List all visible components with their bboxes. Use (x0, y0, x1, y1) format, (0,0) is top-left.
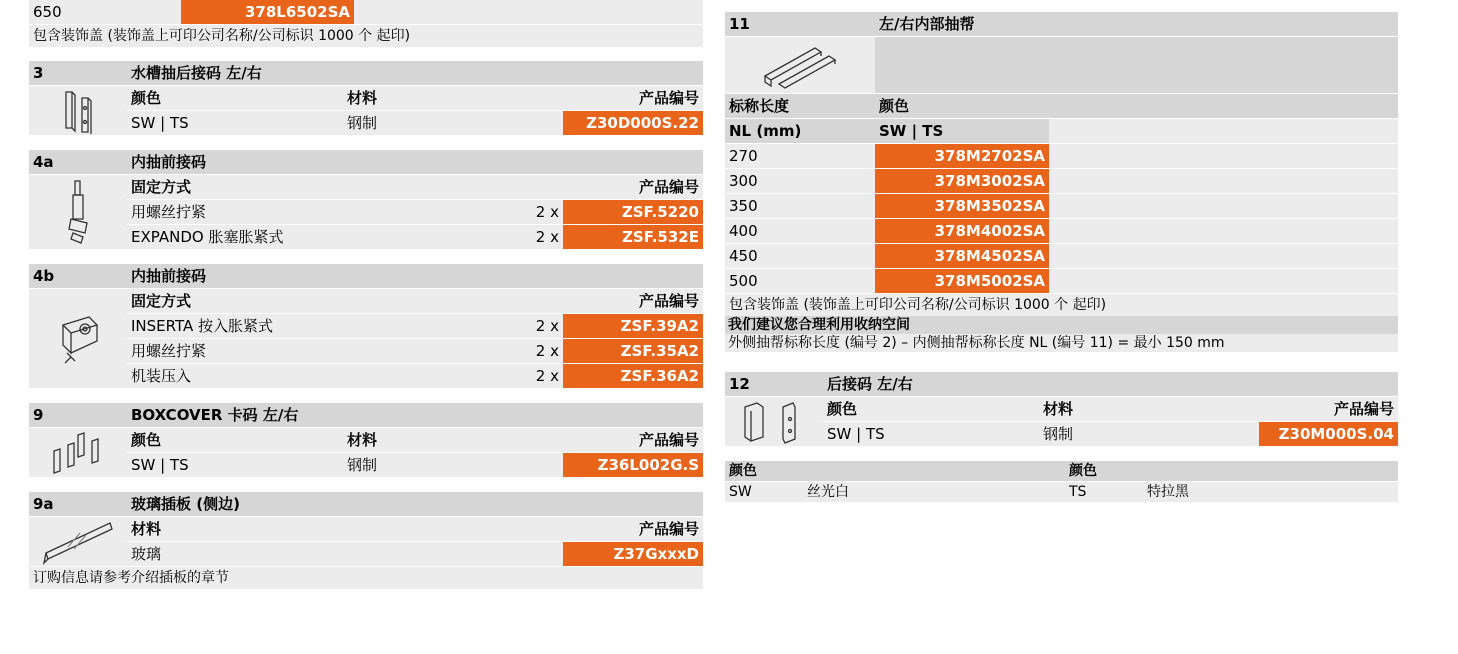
glass-panel-icon (40, 519, 116, 565)
product-code-link[interactable]: 378M3502SA (875, 194, 1049, 219)
quantity: 2 x (473, 339, 563, 364)
inner-side-image (725, 37, 875, 94)
section-4a (29, 150, 703, 250)
header-code: 产品编号 (563, 175, 703, 200)
inserta-bracket-icon (53, 311, 103, 367)
section-number: 3 (29, 61, 127, 86)
top-row-table (29, 0, 703, 25)
color-name: 特拉黑 (1143, 482, 1398, 503)
length-cell: 350 (725, 194, 875, 219)
section-4b (29, 264, 703, 389)
table-row (725, 244, 1398, 269)
quantity: 2 x (473, 200, 563, 225)
length-cell: 300 (725, 169, 875, 194)
length-cell: 270 (725, 144, 875, 169)
product-code-link[interactable]: ZSF.36A2 (563, 364, 703, 389)
product-code-link[interactable]: Z37GxxxD (563, 542, 703, 567)
color-value: SW | TS (823, 422, 1039, 447)
section-title: 左/右内部抽帮 (875, 12, 1398, 37)
product-code-link[interactable]: 378M5002SA (875, 269, 1049, 294)
color-code: TS (1065, 482, 1143, 503)
table-row (725, 169, 1398, 194)
color-value: SW | TS (127, 453, 343, 478)
header-swts: SW | TS (875, 119, 1049, 144)
material-value: 钢制 (343, 453, 563, 478)
header-code: 产品编号 (563, 517, 703, 542)
rear-connector-icon (739, 399, 809, 445)
header-nominal-length: 标称长度 (725, 94, 875, 119)
header-color: 颜色 (823, 397, 1039, 422)
section-number: 12 (725, 372, 823, 397)
quantity: 2 x (473, 364, 563, 389)
header-fixing: 固定方式 (127, 175, 473, 200)
inserta-bracket-image (29, 289, 127, 389)
product-code-link[interactable]: 378L6502SA (181, 0, 354, 25)
decor-cap-note: 包含装饰盖 (装饰盖上可印公司名称/公司标识 1000 个 起印) (29, 25, 703, 47)
section-number: 9 (29, 403, 127, 428)
product-code-link[interactable]: Z30M000S.04 (1259, 422, 1398, 447)
header-code: 产品编号 (563, 428, 703, 453)
section-title: 后接码 左/右 (823, 372, 1398, 397)
color-name: 丝光白 (803, 482, 1065, 503)
quantity: 2 x (473, 225, 563, 250)
fixing-label: EXPANDO 胀塞胀紧式 (127, 225, 473, 250)
product-code-link[interactable]: Z30D000S.22 (563, 111, 703, 136)
section-title: BOXCOVER 卡码 左/右 (127, 403, 703, 428)
fixing-label: 用螺丝拧紧 (127, 339, 473, 364)
header-code: 产品编号 (563, 289, 703, 314)
rear-bracket-image (725, 397, 823, 447)
product-code-link[interactable]: ZSF.35A2 (563, 339, 703, 364)
length-cell: 500 (725, 269, 875, 294)
right-column (725, 12, 1398, 503)
product-code-link[interactable]: ZSF.5220 (563, 200, 703, 225)
section-number: 9a (29, 492, 127, 517)
section-9a (29, 492, 703, 567)
fixing-label: 机装压入 (127, 364, 473, 389)
front-bracket-icon (63, 179, 93, 245)
table-row (725, 144, 1398, 169)
section-title: 水槽抽后接码 左/右 (127, 61, 703, 86)
section-number: 4a (29, 150, 127, 175)
material-value: 钢制 (343, 111, 563, 136)
product-code-link[interactable]: 378M3002SA (875, 169, 1049, 194)
product-code-link[interactable]: ZSF.39A2 (563, 314, 703, 339)
section-title: 玻璃插板 (侧边) (127, 492, 703, 517)
boxcover-clip-image (29, 428, 127, 478)
left-column (29, 0, 703, 589)
header-code: 产品编号 (1259, 397, 1398, 422)
product-code-link[interactable]: ZSF.532E (563, 225, 703, 250)
color-value: SW | TS (127, 111, 343, 136)
product-code-link[interactable]: 378M4002SA (875, 219, 1049, 244)
rear-bracket-image (29, 86, 127, 136)
section-title: 内抽前接码 (127, 264, 703, 289)
front-bracket-image (29, 175, 127, 250)
boxcover-clip-icon (48, 431, 108, 475)
fixing-label: INSERTA 按入胀紧式 (127, 314, 473, 339)
color-legend (725, 461, 1398, 503)
table-row (725, 219, 1398, 244)
header-color: 颜色 (127, 428, 343, 453)
quantity: 2 x (473, 314, 563, 339)
header-material: 材料 (1039, 397, 1259, 422)
inner-drawer-side-icon (755, 40, 845, 90)
section-title: 内抽前接码 (127, 150, 703, 175)
header-code: 产品编号 (563, 86, 703, 111)
legend-header: 颜色 (725, 461, 1065, 482)
table-row (725, 194, 1398, 219)
section-number: 11 (725, 12, 875, 37)
color-code: SW (725, 482, 803, 503)
length-formula: 外侧抽帮标称长度 (编号 2) – 内侧抽帮标称长度 NL (编号 11) = 最小 150 mm (725, 334, 1398, 352)
section-number: 4b (29, 264, 127, 289)
material-value: 钢制 (1039, 422, 1259, 447)
product-code-link[interactable]: 378M2702SA (875, 144, 1049, 169)
section-11 (725, 12, 1398, 294)
header-fixing: 固定方式 (127, 289, 473, 314)
legend-header: 颜色 (1065, 461, 1398, 482)
header-nl: NL (mm) (725, 119, 875, 144)
section-12 (725, 372, 1398, 447)
section-9 (29, 403, 703, 478)
product-code-link[interactable]: 378M4502SA (875, 244, 1049, 269)
table-row (725, 269, 1398, 294)
decor-cap-note: 包含装饰盖 (装饰盖上可印公司名称/公司标识 1000 个 起印) (725, 294, 1398, 316)
ordering-note: 订购信息请参考介绍插板的章节 (29, 567, 703, 589)
header-material: 材料 (343, 86, 563, 111)
header-material: 材料 (127, 517, 563, 542)
length-cell: 650 (29, 0, 181, 25)
glass-panel-image (29, 517, 127, 567)
material-value: 玻璃 (127, 542, 563, 567)
section-3 (29, 61, 703, 136)
header-color: 颜色 (875, 94, 1049, 119)
header-material: 材料 (343, 428, 563, 453)
product-code-link[interactable]: Z36L002G.S (563, 453, 703, 478)
length-cell: 450 (725, 244, 875, 269)
recommendation-heading: 我们建议您合理利用收纳空间 (725, 316, 1398, 334)
rear-bracket-icon (58, 88, 98, 134)
header-color: 颜色 (127, 86, 343, 111)
length-cell: 400 (725, 219, 875, 244)
fixing-label: 用螺丝拧紧 (127, 200, 473, 225)
